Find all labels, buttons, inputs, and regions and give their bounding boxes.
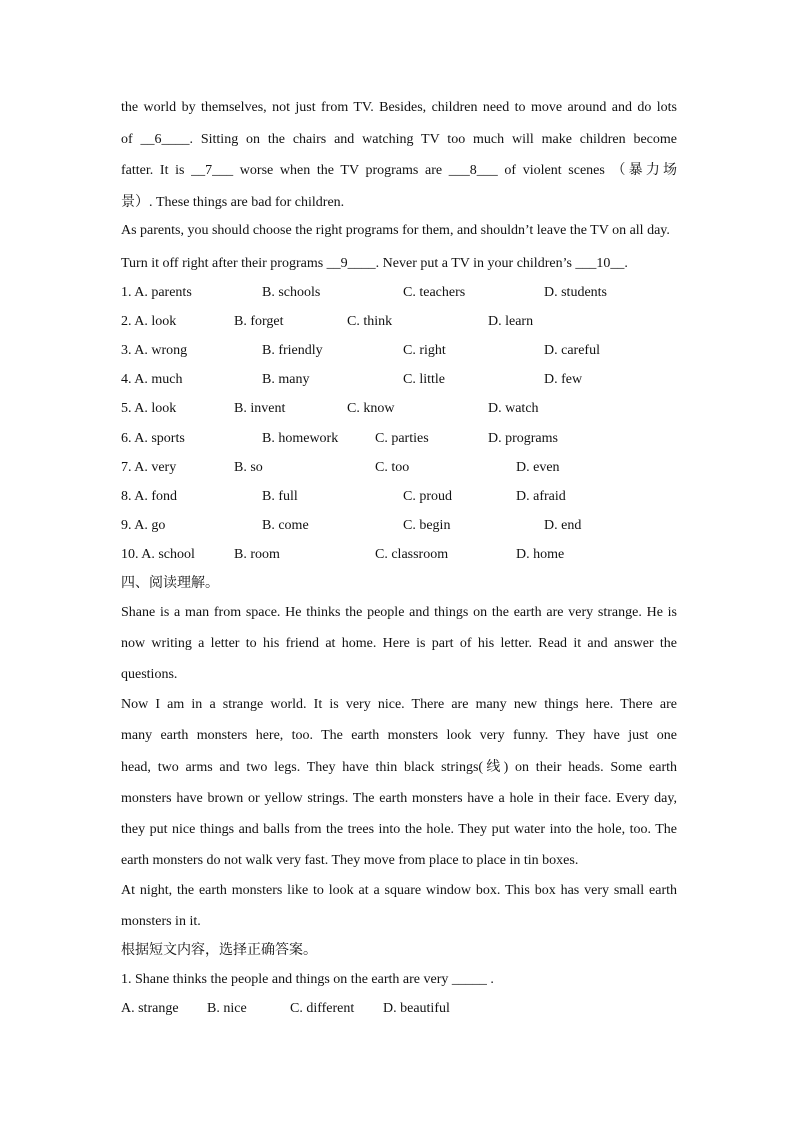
intro-line-2: now writing a letter to his friend at home. Here is part of his letter. Read it and answer the (121, 636, 677, 651)
cloze-passage-line-2: of __6____. Sitting on the chairs and watching TV too much will make children become (121, 132, 677, 147)
cloze-passage-line-6: Turn it off right after their programs __9____. Never put a TV in your children’s ___10__. (121, 256, 628, 271)
option-a: 1. A. parents (121, 285, 192, 300)
option-c: C. know (347, 401, 395, 416)
cloze-passage-line-3: fatter. It is __7___ worse when the TV programs are ___8___ of violent scenes （暴力场 (121, 163, 677, 178)
instruction-text: 根据短文内容，选择正确答案。 (121, 943, 317, 958)
option-a: 4. A. much (121, 372, 183, 387)
option-d: D. afraid (516, 489, 566, 504)
intro-line-1: Shane is a man from space. He thinks the people and things on the earth are very strange. He is (121, 605, 677, 620)
letter-line-5: they put nice things and balls from the trees into the hole. They put water into the hole, too. The (121, 822, 677, 837)
night-line-1: At night, the earth monsters like to look at a square window box. This box has very small earth (121, 883, 677, 898)
option-d: D. few (544, 372, 583, 387)
option-c: C. too (375, 460, 410, 475)
letter-line-4: monsters have brown or yellow strings. The earth monsters have a hole in their face. Every day, (121, 791, 677, 806)
option-b: B. homework (262, 431, 339, 446)
option-d: D. students (544, 285, 607, 300)
option-d: D. watch (488, 401, 539, 416)
option-a: 6. A. sports (121, 431, 185, 446)
q1-option-c: C. different (290, 1001, 355, 1016)
option-c: C. teachers (403, 285, 466, 300)
option-a: 2. A. look (121, 314, 177, 329)
option-b: B. room (234, 547, 280, 562)
option-a: 9. A. go (121, 518, 166, 533)
q1-option-d: D. beautiful (383, 1001, 450, 1016)
option-b: B. so (234, 460, 263, 475)
option-b: B. schools (262, 285, 321, 300)
option-b: B. full (262, 489, 298, 504)
cloze-passage-line-5: As parents, you should choose the right programs for them, and shouldn’t leave the TV on all day. (121, 223, 670, 238)
option-d: D. programs (488, 431, 558, 446)
option-a: 5. A. look (121, 401, 177, 416)
q1-option-a: A. strange (121, 1001, 179, 1016)
option-c: C. right (403, 343, 446, 358)
cloze-passage-line-4: 景）. These things are bad for children. (121, 195, 345, 210)
option-c: C. classroom (375, 547, 449, 562)
option-b: B. invent (234, 401, 286, 416)
option-c: C. parties (375, 431, 429, 446)
option-a: 3. A. wrong (121, 343, 188, 358)
option-d: D. end (544, 518, 582, 533)
letter-line-1: Now I am in a strange world. It is very nice. There are many new things here. There are (121, 697, 677, 712)
option-c: C. think (347, 314, 393, 329)
option-c: C. proud (403, 489, 452, 504)
q1-option-b: B. nice (207, 1001, 247, 1016)
section-heading: 四、阅读理解。 (121, 576, 219, 591)
option-a: 8. A. fond (121, 489, 177, 504)
option-c: C. little (403, 372, 445, 387)
intro-line-3: questions. (121, 667, 178, 682)
option-d: D. even (516, 460, 560, 475)
cloze-passage-line-1: the world by themselves, not just from TV. Besides, children need to move around and do lots (121, 100, 677, 115)
option-d: D. careful (544, 343, 600, 358)
question-1: 1. Shane thinks the people and things on the earth are very _____ . (121, 972, 494, 987)
option-b: B. many (262, 372, 310, 387)
option-a: 10. A. school (121, 547, 195, 562)
letter-line-2: many earth monsters here, too. The earth monsters look very funny. They have just one (121, 728, 677, 743)
letter-line-6: earth monsters do not walk very fast. They move from place to place in tin boxes. (121, 853, 579, 868)
option-b: B. come (262, 518, 309, 533)
option-d: D. home (516, 547, 565, 562)
option-b: B. friendly (262, 343, 323, 358)
option-a: 7. A. very (121, 460, 177, 475)
letter-line-3: head, two arms and two legs. They have thin black strings(线) on their heads. Some earth (121, 760, 677, 775)
night-line-2: monsters in it. (121, 914, 201, 929)
option-d: D. learn (488, 314, 534, 329)
option-c: C. begin (403, 518, 451, 533)
option-b: B. forget (234, 314, 284, 329)
